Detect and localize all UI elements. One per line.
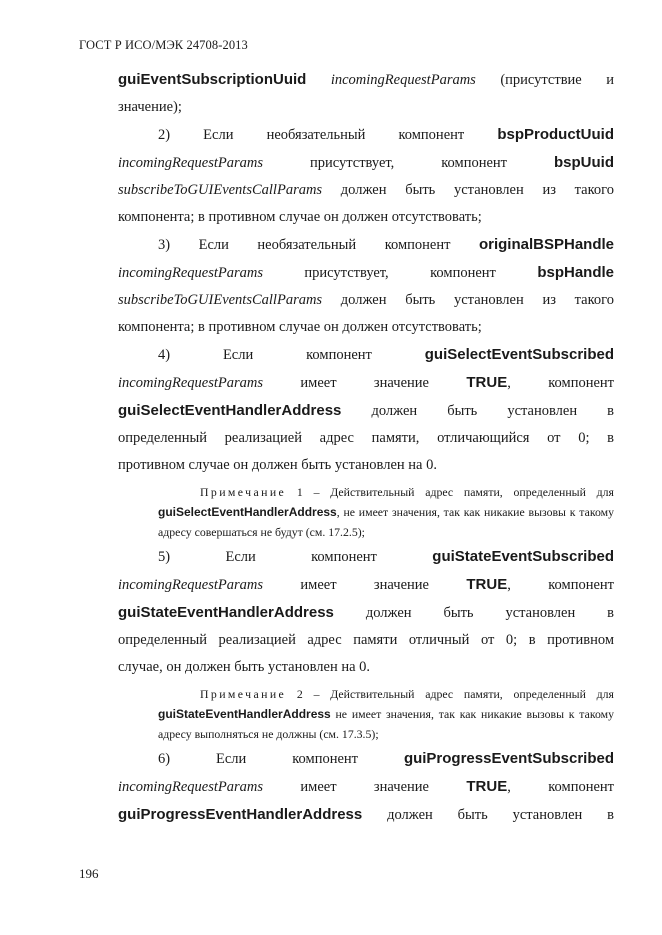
list-item-5: 5) Если компонент guiStateEventSubscribed bbox=[158, 548, 614, 565]
paragraph-line: incomingRequestParams имеет значение TRUE, компонент bbox=[118, 778, 615, 795]
paragraph-line: компонента; в противном случае он должен отсутствовать; bbox=[118, 209, 482, 225]
list-item-6: 6) Если компонент guiProgressEventSubscribed bbox=[158, 750, 614, 767]
paragraph-line: случае, он должен быть установлен на 0. bbox=[118, 659, 371, 675]
paragraph-line: incomingRequestParams имеет значение TRUE, компонент bbox=[118, 576, 615, 593]
paragraph-line: subscribeToGUIEventsCallParams должен быть установлен из такого bbox=[118, 292, 614, 308]
document-body bbox=[118, 66, 614, 829]
paragraph-line: guiProgressEventHandlerAddress должен быть установлен в bbox=[118, 806, 614, 823]
paragraph-line: incomingRequestParams имеет значение TRUE, компонент bbox=[118, 374, 615, 391]
paragraph-line: guiEventSubscriptionUuid incomingRequestParams (присутствие и bbox=[118, 71, 614, 88]
page-number: 196 bbox=[79, 866, 99, 881]
note-2: Примечание 2 – Действительный адрес памяти, определенный для guiStateEventHandlerAddress не имеет значения, так как никакие вызовы к такому адресу выполняться не должны (см. 17.3.5); bbox=[158, 687, 614, 741]
paragraph-line: incomingRequestParams присутствует, компонент bspHandle bbox=[118, 264, 614, 281]
list-item-2: 2) Если необязательный компонент bspProductUuid bbox=[158, 126, 614, 143]
paragraph-line: определенный реализацией адрес памяти отличный от 0; в противном bbox=[118, 632, 614, 648]
note-1: Примечание 1 – Действительный адрес памяти, определенный для guiSelectEventHandlerAddress, не имеет значения, так как никакие вызовы к такому адресу совершаться не будут (см. 17.2.5); bbox=[158, 485, 614, 539]
paragraph-line: компонента; в противном случае он должен отсутствовать; bbox=[118, 319, 482, 335]
list-item-3: 3) Если необязательный компонент originalBSPHandle bbox=[158, 236, 614, 253]
paragraph-line: subscribeToGUIEventsCallParams должен быть установлен из такого bbox=[118, 182, 614, 198]
page-header: ГОСТ Р ИСО/МЭК 24708-2013 bbox=[79, 38, 248, 52]
paragraph-line: противном случае он должен быть установлен на 0. bbox=[118, 457, 437, 473]
paragraph-line: guiSelectEventHandlerAddress должен быть установлен в bbox=[118, 402, 614, 419]
paragraph-line: guiStateEventHandlerAddress должен быть установлен в bbox=[118, 604, 614, 621]
paragraph-line: значение); bbox=[118, 99, 182, 115]
paragraph-line: определенный реализацией адрес памяти, отличающийся от 0; в bbox=[118, 430, 614, 446]
list-item-4: 4) Если компонент guiSelectEventSubscribed bbox=[158, 346, 614, 363]
paragraph-line: incomingRequestParams присутствует, компонент bspUuid bbox=[118, 154, 614, 171]
